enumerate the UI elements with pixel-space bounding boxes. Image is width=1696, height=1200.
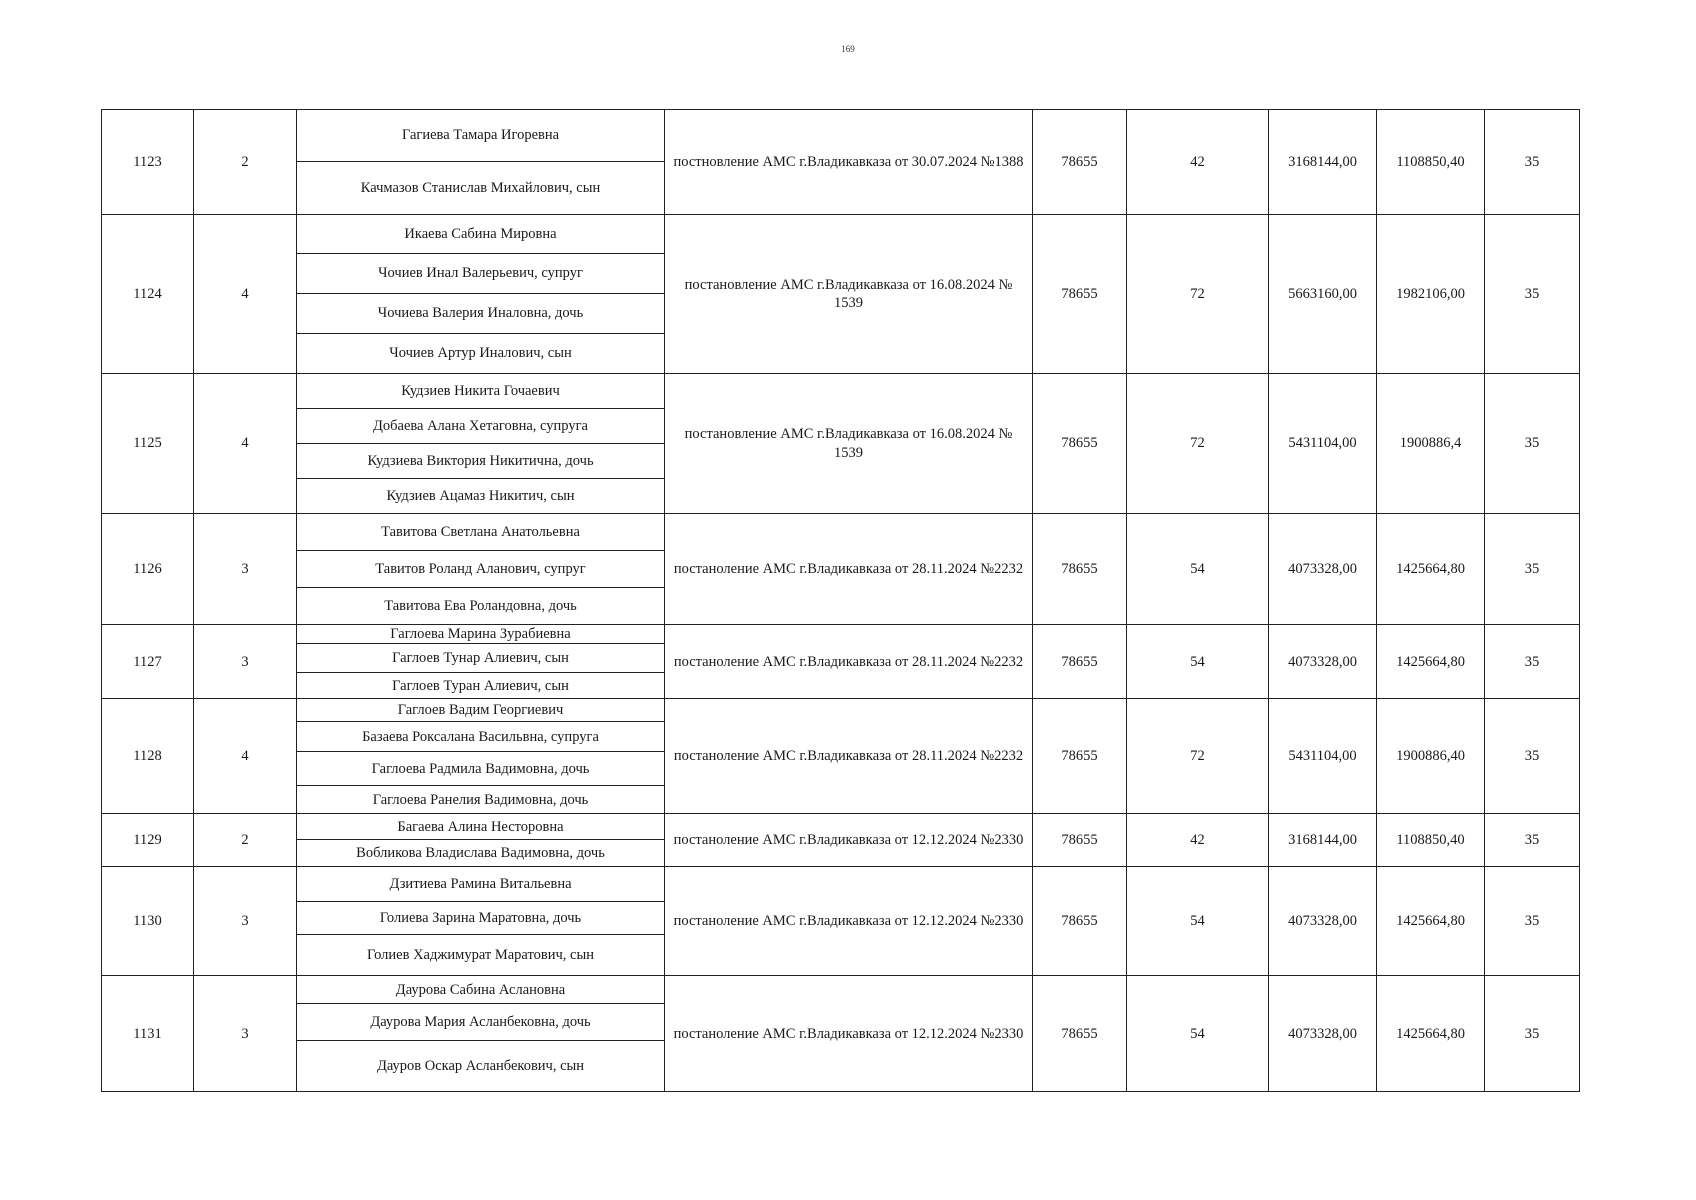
area-cell: 54 <box>1127 514 1269 625</box>
members-count-cell: 2 <box>194 110 297 215</box>
payment-amount-cell: 1900886,40 <box>1377 699 1485 814</box>
family-member-cell: Базаева Роксалана Васильвна, супруга <box>297 722 665 752</box>
family-member-cell: Гаглоева Радмила Вадимовна, дочь <box>297 752 665 786</box>
payment-amount-cell: 1108850,40 <box>1377 110 1485 215</box>
table-row <box>102 625 1580 644</box>
total-amount-cell: 3168144,00 <box>1269 814 1377 867</box>
family-member-cell: Гаглоев Тунар Алиевич, сын <box>297 644 665 673</box>
family-member-cell: Икаева Сабина Мировна <box>297 215 665 254</box>
area-cell: 54 <box>1127 976 1269 1092</box>
percent-cell: 35 <box>1485 625 1580 699</box>
members-count-cell: 4 <box>194 215 297 374</box>
total-amount-cell: 4073328,00 <box>1269 976 1377 1092</box>
total-amount-cell: 5431104,00 <box>1269 374 1377 514</box>
area-cell: 54 <box>1127 867 1269 976</box>
family-member-cell: Добаева Алана Хетаговна, супруга <box>297 409 665 444</box>
percent-cell: 35 <box>1485 867 1580 976</box>
table-row <box>102 514 1580 551</box>
norm-value-cell: 78655 <box>1033 699 1127 814</box>
family-member-cell: Даурова Мария Асланбековна, дочь <box>297 1004 665 1041</box>
members-count-cell: 3 <box>194 514 297 625</box>
norm-value-cell: 78655 <box>1033 867 1127 976</box>
family-member-cell: Тавитова Ева Роландовна, дочь <box>297 588 665 625</box>
total-amount-cell: 4073328,00 <box>1269 514 1377 625</box>
norm-value-cell: 78655 <box>1033 374 1127 514</box>
record-number-cell: 1128 <box>102 699 194 814</box>
family-member-cell: Кудзиева Виктория Никитична, дочь <box>297 444 665 479</box>
percent-cell: 35 <box>1485 814 1580 867</box>
family-member-cell: Качмазов Станислав Михайлович, сын <box>297 162 665 215</box>
percent-cell: 35 <box>1485 699 1580 814</box>
area-cell: 72 <box>1127 374 1269 514</box>
total-amount-cell: 5431104,00 <box>1269 699 1377 814</box>
payment-amount-cell: 1982106,00 <box>1377 215 1485 374</box>
family-member-cell: Голиева Зарина Маратовна, дочь <box>297 902 665 935</box>
registry-body <box>102 110 1580 1092</box>
record-number-cell: 1131 <box>102 976 194 1092</box>
family-member-cell: Голиев Хаджимурат Маратович, сын <box>297 935 665 976</box>
record-number-cell: 1125 <box>102 374 194 514</box>
percent-cell: 35 <box>1485 514 1580 625</box>
table-row <box>102 976 1580 1004</box>
registry-table <box>101 109 1580 1092</box>
norm-value-cell: 78655 <box>1033 215 1127 374</box>
area-cell: 42 <box>1127 814 1269 867</box>
table-row <box>102 867 1580 902</box>
family-member-cell: Гаглоева Марина Зурабиевна <box>297 625 665 644</box>
family-member-cell: Дауров Оскар Асланбекович, сын <box>297 1041 665 1092</box>
basis-document-cell: постановление АМС г.Владикавказа от 16.08.2024 № 1539 <box>665 215 1033 374</box>
family-member-cell: Гаглоева Ранелия Вадимовна, дочь <box>297 786 665 814</box>
total-amount-cell: 5663160,00 <box>1269 215 1377 374</box>
basis-document-cell: постанолениe АМС г.Владикавказа от 12.12.2024 №2330 <box>665 976 1033 1092</box>
percent-cell: 35 <box>1485 374 1580 514</box>
basis-document-cell: постновление АМС г.Владикавказа от 30.07.2024 №1388 <box>665 110 1033 215</box>
family-member-cell: Тавитова Светлана Анатольевна <box>297 514 665 551</box>
payment-amount-cell: 1425664,80 <box>1377 514 1485 625</box>
table-row <box>102 215 1580 254</box>
record-number-cell: 1130 <box>102 867 194 976</box>
payment-amount-cell: 1425664,80 <box>1377 976 1485 1092</box>
payment-amount-cell: 1425664,80 <box>1377 625 1485 699</box>
family-member-cell: Дзитиева Рамина Витальевна <box>297 867 665 902</box>
basis-document-cell: постанолениe АМС г.Владикавказа от 28.11.2024 №2232 <box>665 699 1033 814</box>
family-member-cell: Чочиева Валерия Иналовна, дочь <box>297 294 665 334</box>
area-cell: 72 <box>1127 215 1269 374</box>
family-member-cell: Чочиев Инал Валерьевич, супруг <box>297 254 665 294</box>
basis-document-cell: постанолениe АМС г.Владикавказа от 12.12.2024 №2330 <box>665 814 1033 867</box>
family-member-cell: Гагиева Тамара Игоревна <box>297 110 665 162</box>
family-member-cell: Вобликова Владислава Вадимовна, дочь <box>297 840 665 867</box>
record-number-cell: 1129 <box>102 814 194 867</box>
table-row <box>102 110 1580 162</box>
norm-value-cell: 78655 <box>1033 976 1127 1092</box>
family-member-cell: Гаглоев Туран Алиевич, сын <box>297 673 665 699</box>
payment-amount-cell: 1900886,4 <box>1377 374 1485 514</box>
family-member-cell: Гаглоев Вадим Георгиевич <box>297 699 665 722</box>
family-member-cell: Тавитов Роланд Аланович, супруг <box>297 551 665 588</box>
record-number-cell: 1124 <box>102 215 194 374</box>
norm-value-cell: 78655 <box>1033 514 1127 625</box>
table-row <box>102 374 1580 409</box>
norm-value-cell: 78655 <box>1033 625 1127 699</box>
percent-cell: 35 <box>1485 976 1580 1092</box>
record-number-cell: 1126 <box>102 514 194 625</box>
percent-cell: 35 <box>1485 110 1580 215</box>
percent-cell: 35 <box>1485 215 1580 374</box>
norm-value-cell: 78655 <box>1033 814 1127 867</box>
basis-document-cell: постанолениe АМС г.Владикавказа от 28.11.2024 №2232 <box>665 625 1033 699</box>
payment-amount-cell: 1108850,40 <box>1377 814 1485 867</box>
basis-document-cell: постанолениe АМС г.Владикавказа от 12.12.2024 №2330 <box>665 867 1033 976</box>
members-count-cell: 3 <box>194 976 297 1092</box>
family-member-cell: Кудзиев Никита Гочаевич <box>297 374 665 409</box>
record-number-cell: 1123 <box>102 110 194 215</box>
basis-document-cell: постанолениe АМС г.Владикавказа от 28.11.2024 №2232 <box>665 514 1033 625</box>
members-count-cell: 3 <box>194 625 297 699</box>
total-amount-cell: 4073328,00 <box>1269 625 1377 699</box>
record-number-cell: 1127 <box>102 625 194 699</box>
page-number: 169 <box>841 44 855 54</box>
family-member-cell: Даурова Сабина Аслановна <box>297 976 665 1004</box>
members-count-cell: 3 <box>194 867 297 976</box>
area-cell: 54 <box>1127 625 1269 699</box>
basis-document-cell: постановление АМС г.Владикавказа от 16.08.2024 № 1539 <box>665 374 1033 514</box>
members-count-cell: 4 <box>194 374 297 514</box>
table-row <box>102 699 1580 722</box>
norm-value-cell: 78655 <box>1033 110 1127 215</box>
area-cell: 42 <box>1127 110 1269 215</box>
members-count-cell: 4 <box>194 699 297 814</box>
total-amount-cell: 4073328,00 <box>1269 867 1377 976</box>
payment-amount-cell: 1425664,80 <box>1377 867 1485 976</box>
family-member-cell: Кудзиев Ацамаз Никитич, сын <box>297 479 665 514</box>
total-amount-cell: 3168144,00 <box>1269 110 1377 215</box>
family-member-cell: Багаева Алина Несторовна <box>297 814 665 840</box>
area-cell: 72 <box>1127 699 1269 814</box>
table-row <box>102 814 1580 840</box>
family-member-cell: Чочиев Артур Иналович, сын <box>297 334 665 374</box>
members-count-cell: 2 <box>194 814 297 867</box>
